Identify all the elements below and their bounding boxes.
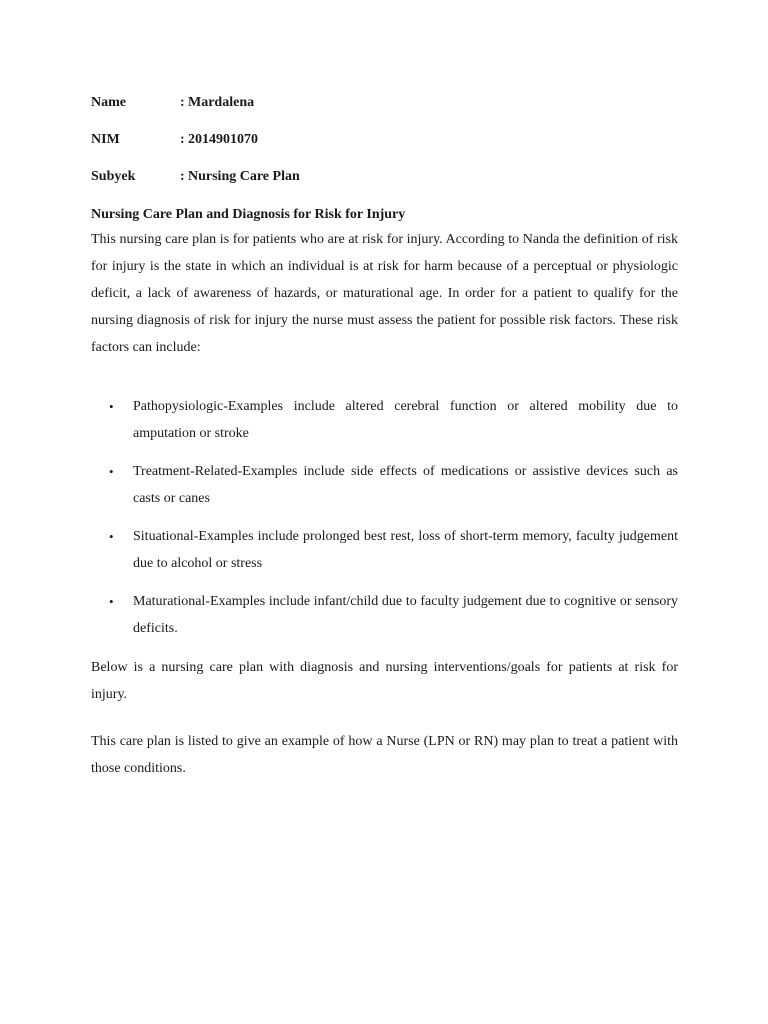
closing-paragraph-1: Below is a nursing care plan with diagnosis and nursing interventions/goals for patients at risk for injury. [91,660,678,702]
list-item [91,458,678,512]
list-item [91,588,678,642]
bullet-icon: • [109,594,114,609]
subject-separator: : [180,169,185,184]
document-heading: Nursing Care Plan and Diagnosis for Risk for Injury [91,207,406,222]
list-item [91,393,678,447]
name-value: Mardalena [188,95,255,110]
bullet-icon: • [109,399,114,414]
list-item [91,523,678,577]
subject-label: Subyek [91,169,136,184]
list-item-text: Situational-Examples include prolonged best rest, loss of short-term memory, faculty judgement due to alcohol or stress [133,529,678,571]
intro-paragraph: This nursing care plan is for patients who are at risk for injury. According to Nanda the definition of risk for injury is the state in which an individual is at risk for harm because of a perceptual or physiologic deficit, a lack of awareness of hazards, or maturational age. In order for a patient to qualify for the nursing diagnosis of risk for injury the nurse must assess the patient for possible risk factors. These risk factors can include: [91,232,678,355]
name-field [91,94,254,112]
subject-value: Nursing Care Plan [188,169,300,184]
name-label: Name [91,95,126,110]
nim-value: 2014901070 [188,132,258,147]
nim-separator: : [180,132,185,147]
list-item-text: Maturational-Examples include infant/child due to faculty judgement due to cognitive or sensory deficits. [133,594,678,636]
closing-paragraph-2: This care plan is listed to give an example of how a Nurse (LPN or RN) may plan to treat a patient with those conditions. [91,734,678,776]
name-separator: : [180,95,185,110]
bullet-icon: • [109,529,114,544]
list-item-text: Pathopysiologic-Examples include altered cerebral function or altered mobility due to amputation or stroke [133,399,678,441]
nim-label: NIM [91,132,120,147]
nim-field [91,131,258,149]
risk-factor-list [91,393,678,653]
list-item-text: Treatment-Related-Examples include side effects of medications or assistive devices such as casts or canes [133,464,678,506]
subject-field [91,168,300,186]
bullet-icon: • [109,464,114,479]
